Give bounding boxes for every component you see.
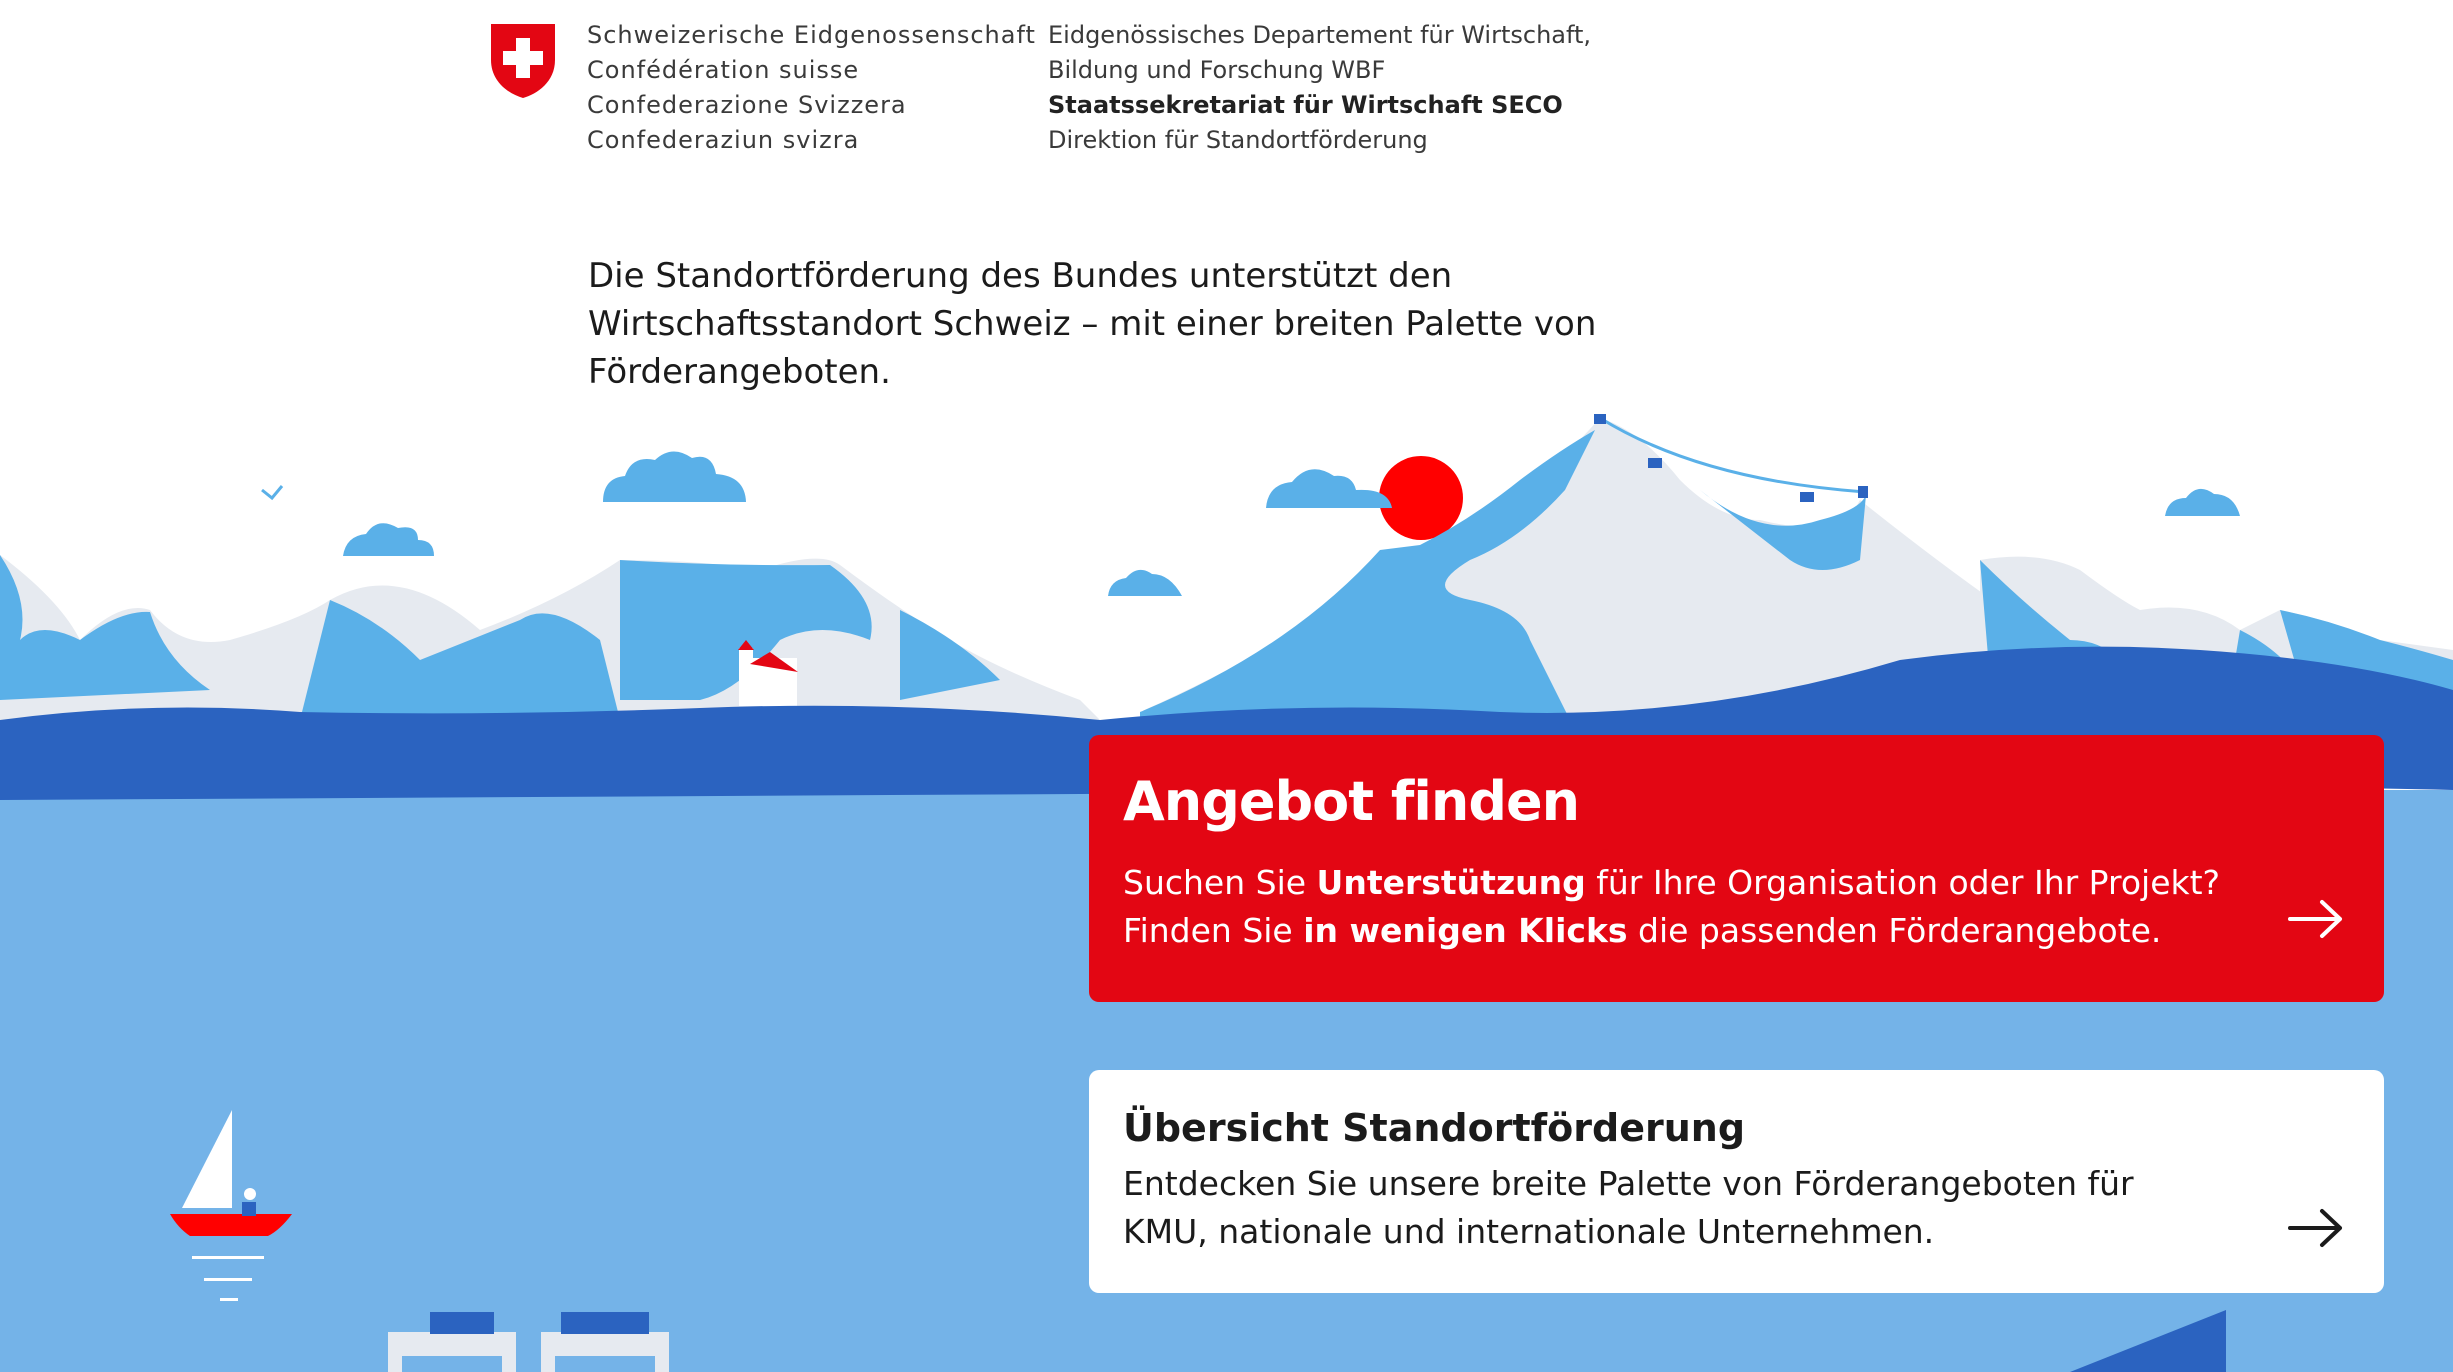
overview-description bbox=[1123, 1160, 2350, 1256]
swiss-coat-of-arms-icon[interactable] bbox=[487, 20, 559, 100]
find-offer-description bbox=[1123, 859, 2350, 955]
find-offer-card[interactable] bbox=[1089, 735, 2384, 1002]
secretariat-name: Staatssekretariat für Wirtschaft SECO bbox=[1048, 91, 1563, 119]
site-header bbox=[0, 0, 2453, 170]
intro-line: Förderangeboten. bbox=[588, 352, 891, 392]
overview-card[interactable] bbox=[1089, 1070, 2384, 1293]
text-emphasis: Unterstützung bbox=[1316, 863, 1586, 902]
text-emphasis: in wenigen Klicks bbox=[1303, 911, 1628, 950]
description-line bbox=[1123, 907, 2350, 955]
department-line: Eidgenössisches Departement für Wirtschaft, bbox=[1048, 21, 1592, 49]
federation-names bbox=[587, 18, 1036, 158]
federation-name-fr: Confédération suisse bbox=[587, 56, 860, 84]
arrow-right-icon[interactable] bbox=[2288, 899, 2344, 939]
arrow-right-icon[interactable] bbox=[2288, 1208, 2344, 1248]
directorate-name: Direktion für Standortförderung bbox=[1048, 126, 1428, 154]
description-line: KMU, nationale und internationale Unternehmen. bbox=[1123, 1212, 1935, 1251]
overview-title: Übersicht Standortförderung bbox=[1123, 1106, 1746, 1150]
text-segment: Finden Sie bbox=[1123, 911, 1304, 950]
federation-name-de: Schweizerische Eidgenossenschaft bbox=[587, 21, 1036, 49]
federation-name-rm: Confederaziun svizra bbox=[587, 126, 860, 154]
intro-text bbox=[588, 252, 1648, 396]
intro-line: Wirtschaftsstandort Schweiz – mit einer breiten Palette von bbox=[588, 304, 1597, 344]
text-segment: für Ihre Organisation oder Ihr Projekt? bbox=[1585, 863, 2221, 902]
department-info bbox=[1048, 18, 1591, 158]
intro-line: Die Standortförderung des Bundes unterstützt den bbox=[588, 256, 1453, 296]
description-line bbox=[1123, 859, 2350, 907]
find-offer-title: Angebot finden bbox=[1123, 770, 1580, 833]
department-line: Bildung und Forschung WBF bbox=[1048, 56, 1386, 84]
description-line: Entdecken Sie unsere breite Palette von Förderangeboten für bbox=[1123, 1164, 2134, 1203]
text-segment: Suchen Sie bbox=[1123, 863, 1317, 902]
federation-name-it: Confederazione Svizzera bbox=[587, 91, 907, 119]
text-segment: die passenden Förderangebote. bbox=[1627, 911, 2162, 950]
